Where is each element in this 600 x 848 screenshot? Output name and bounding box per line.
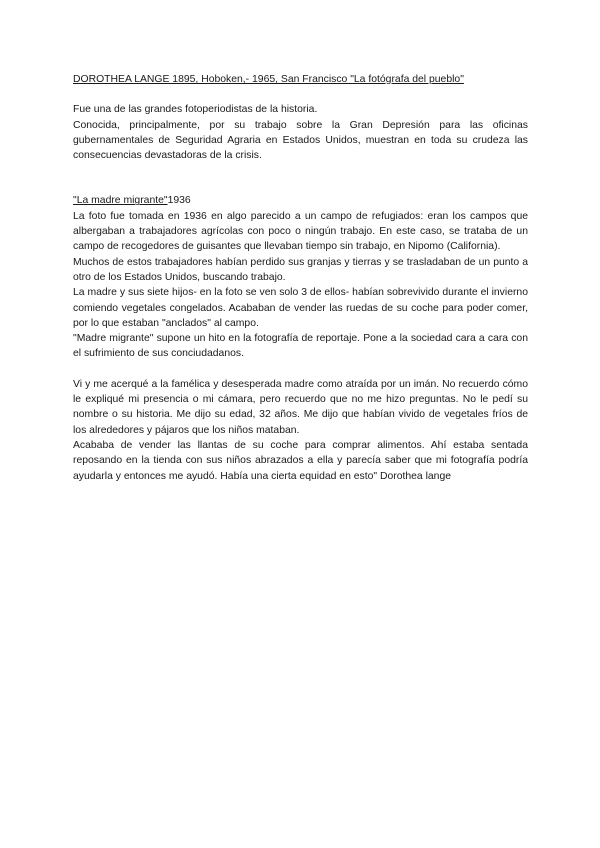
- spacer: [73, 362, 528, 377]
- document-title: DOROTHEA LANGE 1895, Hoboken,- 1965, San Francisco "La fotógrafa del pueblo": [73, 74, 464, 85]
- spacer: [73, 87, 528, 102]
- document-body: [73, 72, 528, 484]
- intro-paragraph-1: Fue una de las grandes fotoperiodistas de la historia.: [73, 104, 318, 116]
- section-paragraph-4: "Madre migrante" supone un hito en la fotografía de reportaje. Pone a la sociedad cara a cara con el sufrimiento de sus conciudadanos.: [73, 333, 528, 360]
- quote-paragraph-1: Vi y me acerqué a la famélica y desesperada madre como atraída por un imán. No recuerdo cómo le expliqué mi presencia o mi cámara, pero recuerdo que no me hizo preguntas. No le pedí su nombre o su historia. Me dijo su edad, 32 años. Me dijo que habían vivido de vegetales fríos de los alrededores y pájaros que los niños mataban.: [73, 378, 528, 436]
- section-paragraph-3: La madre y sus siete hijos- en la foto se ven solo 3 de ellos- habían sobrevivido durante el invierno comiendo vegetales congelados. Acababan de vender las ruedas de su coche para poder comer, por lo que estaban "anclados" al campo.: [73, 287, 528, 329]
- quote-paragraph-2: Acababa de vender las llantas de su coche para comprar alimentos. Ahí estaba sentada reposando en la tienda con sus niños abrazados a ella y parecía saber que mi fotografía podría ayudarla y entonces me ayudó. Había una cierta equidad en esto" Dorothea lange: [73, 439, 528, 482]
- section-paragraph-2: Muchos de estos trabajadores habían perdido sus granjas y tierras y se trasladaban de un punto a otro de los Estados Unidos, buscando trabajo.: [73, 256, 528, 283]
- intro-paragraph-2: Conocida, principalmente, por su trabajo sobre la Gran Depresión para las oficinas gubernamentales de Seguridad Agraria en Estados Unidos, muestran en toda su crudeza las consecuencias devastadoras de la crisis.: [73, 119, 528, 162]
- section-heading-title: "La madre migrante": [73, 195, 168, 207]
- section-heading-year: 1936: [167, 195, 191, 207]
- spacer: [73, 163, 528, 193]
- section-heading: [73, 193, 528, 208]
- section-paragraph-1: La foto fue tomada en 1936 en algo parecido a un campo de refugiados: eran los campos que albergaban a trabajadores agrícolas con poco o ningún trabajo. En este caso, se trataba de un campo de recogedores de guisantes que llevaban tiempo sin trabajo, en Nipomo (California).: [73, 210, 528, 253]
